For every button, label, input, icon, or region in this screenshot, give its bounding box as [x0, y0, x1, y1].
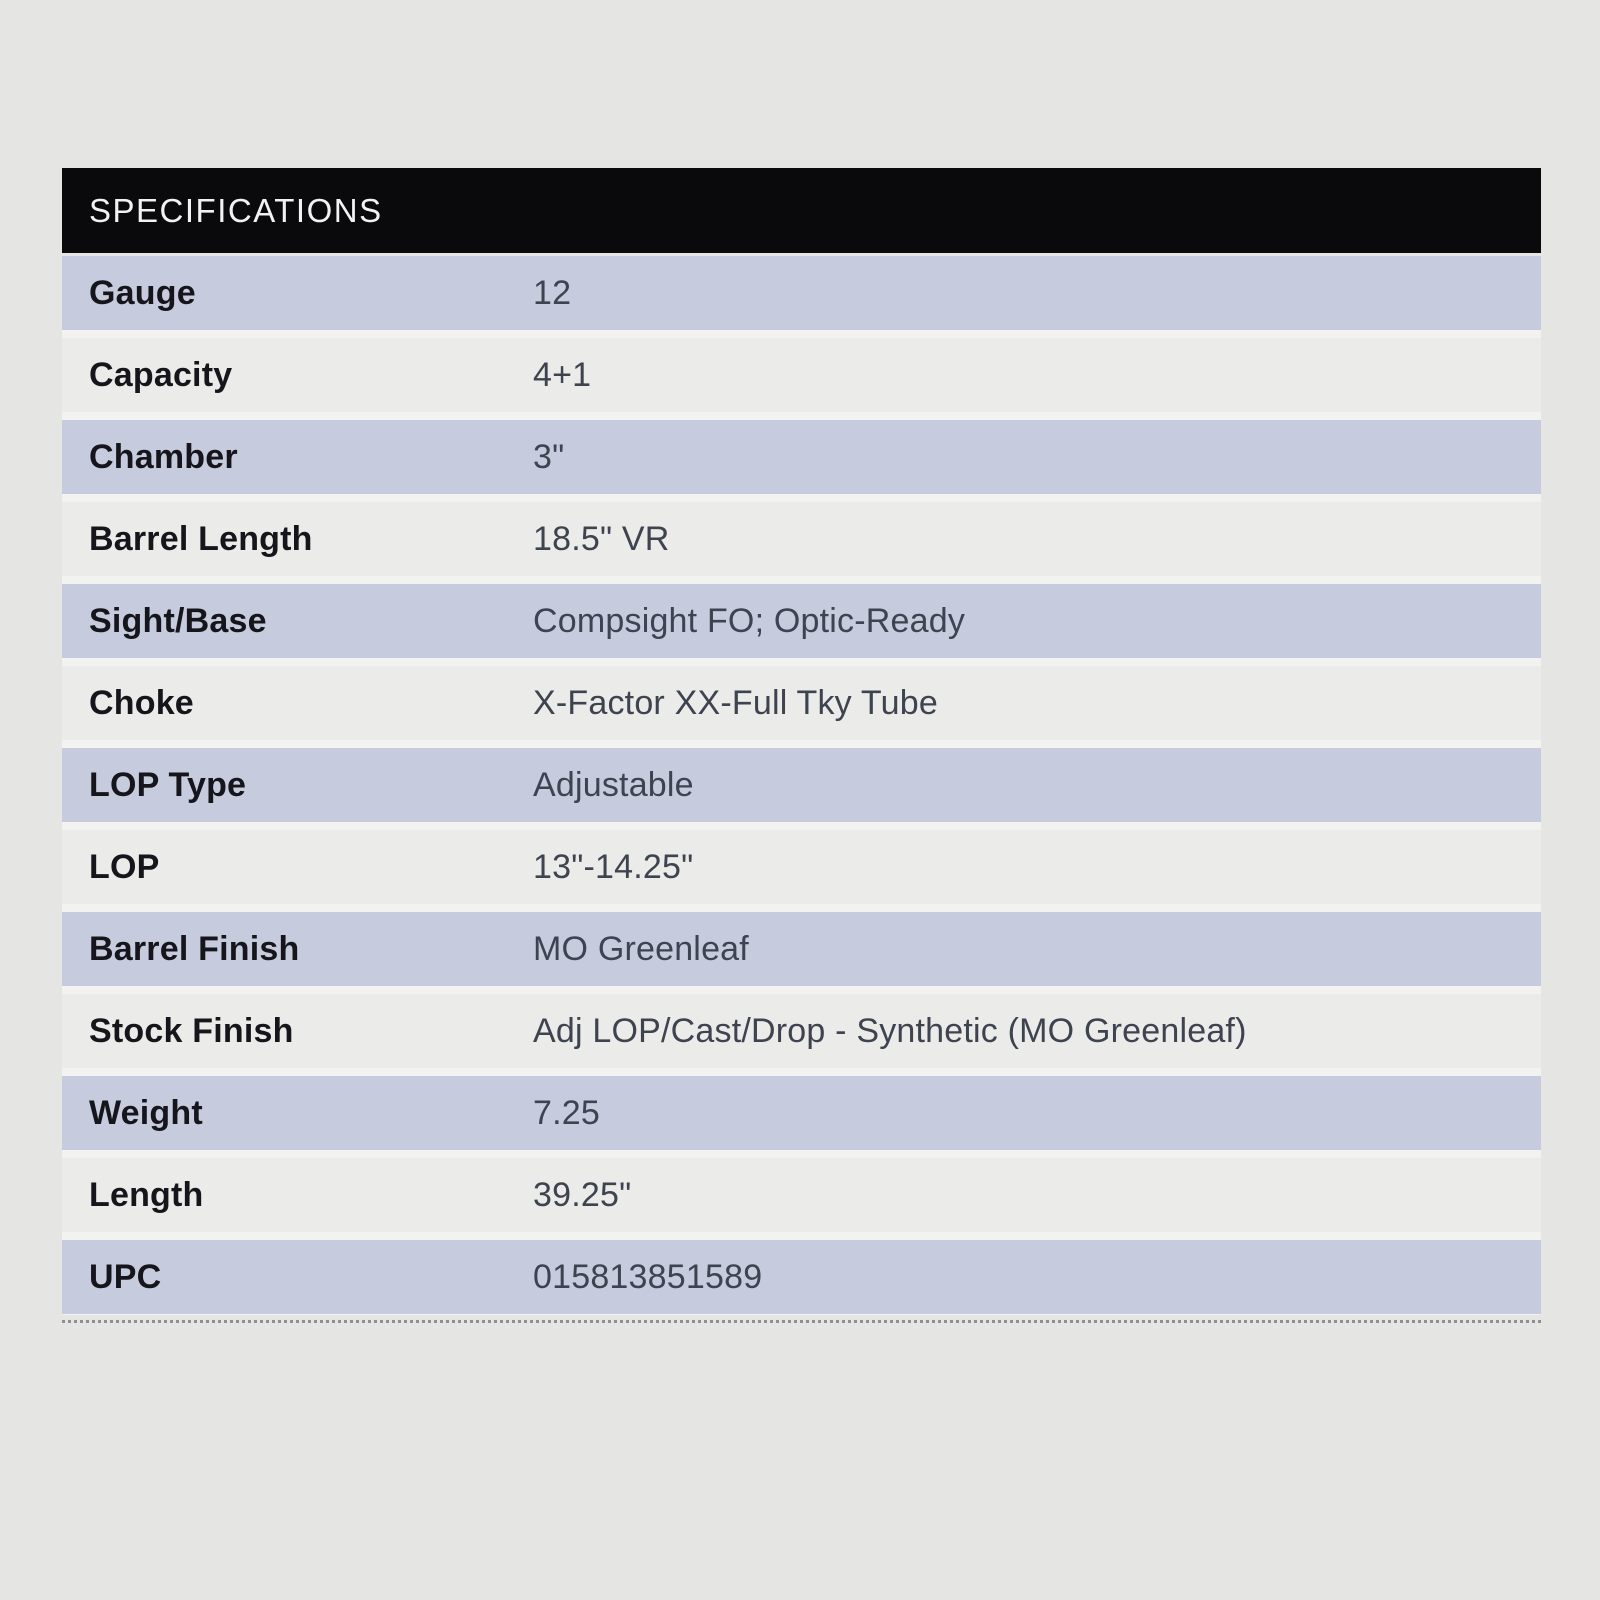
spec-value: Adj LOP/Cast/Drop - Synthetic (MO Greenleaf): [533, 1011, 1247, 1050]
table-row-barrel-length: [62, 502, 1541, 576]
spec-label: Capacity: [89, 355, 233, 394]
table-row-choke: [62, 666, 1541, 740]
specifications-title: SPECIFICATIONS: [89, 191, 383, 229]
spec-label: UPC: [89, 1257, 162, 1296]
spec-label: Length: [89, 1175, 204, 1214]
spec-value: Compsight FO; Optic-Ready: [533, 601, 966, 640]
table-row-chamber: [62, 420, 1541, 494]
spec-label: Weight: [89, 1093, 203, 1132]
spec-label: Barrel Length: [89, 519, 313, 558]
spec-value: 7.25: [533, 1093, 600, 1132]
spec-value: Adjustable: [533, 765, 694, 804]
specifications-rows: [62, 256, 1541, 1315]
spec-value: 39.25": [533, 1175, 632, 1214]
table-row-gauge: [62, 256, 1541, 330]
specifications-header: [62, 168, 1541, 253]
table-row-stock-finish: [62, 994, 1541, 1068]
spec-value: 4+1: [533, 355, 592, 394]
spec-value: 3": [533, 437, 565, 476]
spec-value: 015813851589: [533, 1257, 763, 1296]
spec-label: Stock Finish: [89, 1011, 294, 1050]
spec-label: Chamber: [89, 437, 238, 476]
table-row-sight-base: [62, 584, 1541, 658]
spec-label: LOP Type: [89, 765, 247, 804]
table-row-upc: [62, 1240, 1541, 1314]
table-row-capacity: [62, 338, 1541, 412]
specifications-table: [62, 168, 1541, 1323]
spec-label: LOP: [89, 847, 160, 886]
spec-label: Choke: [89, 683, 194, 722]
spec-value: 18.5" VR: [533, 519, 670, 558]
spec-value: 12: [533, 273, 572, 312]
spec-label: Gauge: [89, 273, 196, 312]
spec-label: Barrel Finish: [89, 929, 300, 968]
spec-value: X-Factor XX-Full Tky Tube: [533, 683, 938, 722]
table-row-barrel-finish: [62, 912, 1541, 986]
table-bottom-divider: [62, 1320, 1541, 1323]
spec-label: Sight/Base: [89, 601, 267, 640]
table-row-weight: [62, 1076, 1541, 1150]
table-row-length: [62, 1158, 1541, 1232]
table-row-lop-type: [62, 748, 1541, 822]
table-row-lop: [62, 830, 1541, 904]
spec-value: 13"-14.25": [533, 847, 694, 886]
spec-value: MO Greenleaf: [533, 929, 749, 968]
